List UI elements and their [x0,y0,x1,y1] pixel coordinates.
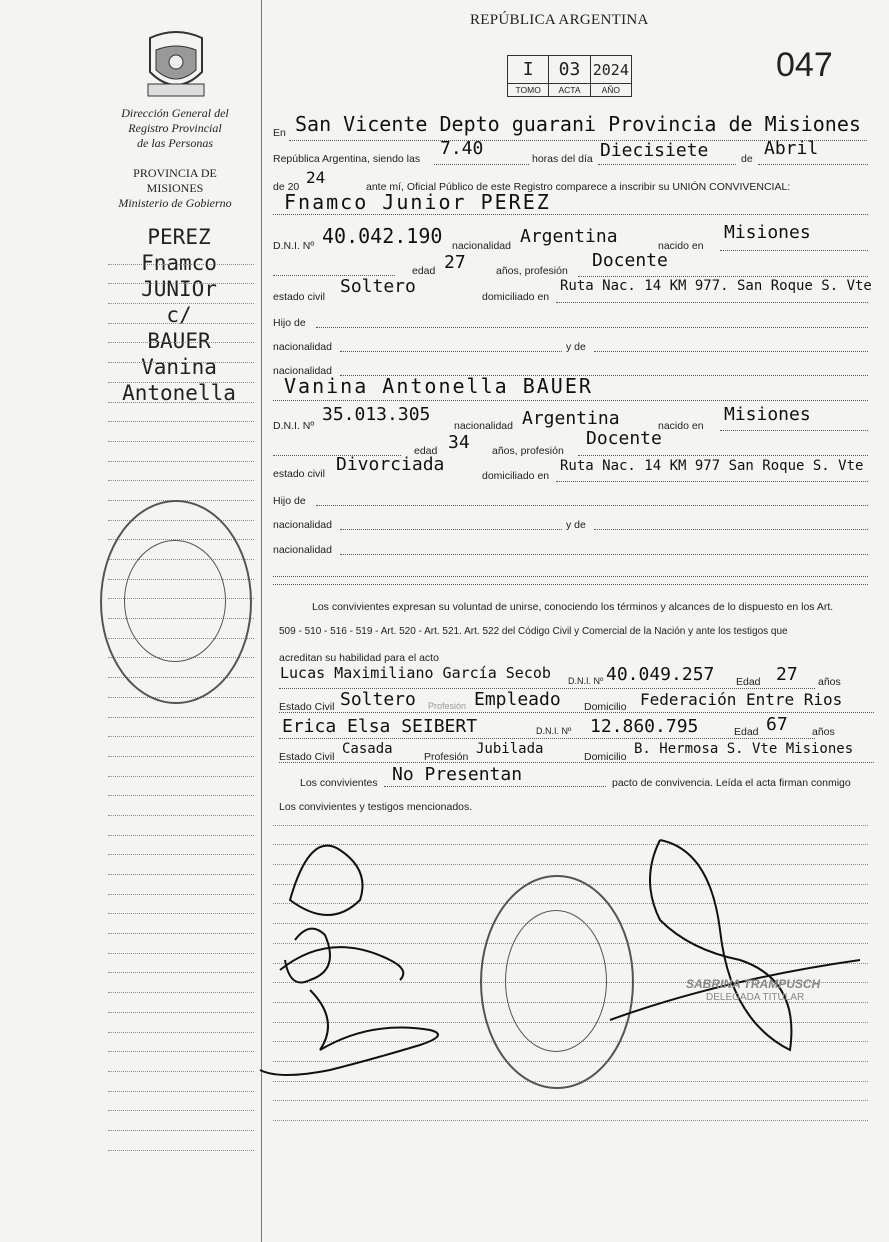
ruled-line [108,462,254,482]
margin-name: Vanina [141,355,217,379]
person2-parent-label: Hijo de [273,495,306,507]
coat-of-arms-logo [140,28,212,100]
convivientes-signatures [250,820,460,1090]
year-suffix: 24 [306,168,326,187]
witness1-civil: Soltero [340,689,416,710]
person1-birthplace-line [720,250,868,251]
ruled-line [108,284,254,304]
ruled-line [108,737,254,757]
witness2-address: B. Hermosa S. Vte Misiones [634,741,854,757]
person1-parent-label: Hijo de [273,317,306,329]
ruled-line [108,324,254,344]
person2-age-label: edad [414,445,438,457]
witness2-dni: 12.860.795 [590,716,699,737]
witness1-years-label: años [818,676,841,688]
witness1-profession: Empleado [474,689,561,710]
witness2-dni-label: D.N.I. Nº [536,726,572,736]
witness1-address-label: Domicilio [584,701,627,713]
person1-name-line [273,214,868,215]
witness1-name: Lucas Maximiliano García Secob [280,664,551,682]
intro-text: ante mí, Oficial Público de este Registro comparece a inscribir su UNIÓN CONVIVENCIAL: [366,181,791,193]
person2-civil: Divorciada [336,454,445,475]
acta-cell [549,56,590,96]
person2-dni-label: D.N.I. Nº [273,420,315,432]
ruled-line [108,343,254,363]
ruled-line [108,1052,254,1072]
person1-age-label: edad [412,265,436,277]
ruled-line [108,304,254,324]
witness2-profession-label: Profesión [424,751,469,763]
ruled-line [108,954,254,974]
witness1-profession-label: Profesión [428,701,467,711]
person1-nationality: Argentina [520,226,618,247]
person1-parent-line [316,327,868,328]
person2-name: Vanina Antonella BAUER [284,374,593,398]
witness2-profession: Jubilada [476,741,544,757]
person1-dni: 40.042.190 [322,224,443,248]
of-label: de [741,153,753,165]
ruled-line [108,1033,254,1053]
person2-profession-line [578,455,868,456]
person2-birthplace-line [720,430,868,431]
person1-parent-nat-line [340,351,562,352]
tomo-label: TOMO [515,85,541,95]
witness2-age-label: Edad [734,726,759,738]
witness2-years-label: años [812,726,835,738]
person1-parent-nat-label: nacionalidad [273,341,332,353]
person2-address-line [556,481,868,482]
person1-age: 27 [444,252,466,273]
office-line-2: Registro Provincial [128,121,222,135]
pact-value: No Presentan [392,764,523,785]
person2-parent-nat-line [340,529,562,530]
blank-line-1 [273,576,868,577]
person2-parent2-line [594,529,868,530]
office-line-3: de las Personas [137,136,213,150]
ruled-line [108,855,254,875]
year-prefix: de 20 [273,181,300,193]
person1-born-label: nacido en [658,240,704,252]
witness2-line-2 [279,762,874,763]
ruled-line [108,1013,254,1033]
witness2-civil-label: Estado Civil [279,751,335,763]
ruled-line [108,1111,254,1131]
witness1-address: Federación Entre Rios [640,690,843,709]
person1-dni-label: D.N.I. Nº [273,240,315,252]
person1-profession: Docente [592,250,668,271]
person1-address: Ruta Nac. 14 KM 977. San Roque S. Vte [560,278,872,294]
registry-stamp-right-inner [505,910,607,1052]
ruled-line [108,973,254,993]
ruled-line [108,757,254,777]
acta-value: 03 [549,56,589,84]
person2-parent-line [316,505,868,506]
legal-line-1: Los convivientes expresan su voluntad de unirse, conociendo los términos y alcances de lo dispuesto en los Art. [312,601,834,613]
person2-civil-label: estado civil [273,468,325,480]
republic-time-label: República Argentina, siendo las [273,153,421,165]
person1-civil: Soltero [340,276,416,297]
margin-name: BAUER [147,329,211,353]
pact-line [384,786,606,787]
witness1-age-label: Edad [736,676,761,688]
ruled-line [108,895,254,915]
month-value: Abril [764,138,819,159]
ruled-line [108,777,254,797]
person1-address-line [556,302,868,303]
person2-birthplace: Misiones [724,404,811,425]
legal-line-2: 509 - 510 - 516 - 519 - Art. 520 - Art. 521. Art. 522 del Código Civil y Comercial de la Nación y ante los testigos que [279,626,788,637]
closing-text: Los convivientes y testigos mencionados. [279,801,473,813]
tomo-value: I [508,56,548,84]
witness1-age: 27 [776,664,798,685]
person2-dni: 35.013.305 [322,404,431,425]
person2-born-label: nacido en [658,420,704,432]
ruled-line [108,442,254,462]
person2-parent2-nat-label: nacionalidad [273,544,332,556]
official-name: SABRINA TRAMPUSCH [686,977,821,991]
official-signature [600,820,860,1070]
witness1-civil-label: Estado Civil [279,701,335,713]
legal-line-3: acreditan su habilidad para el acto [279,652,439,664]
ruled-line [108,934,254,954]
margin-name: PEREZ [147,225,211,249]
person2-nationality-label: nacionalidad [454,420,513,432]
anio-cell [591,56,631,96]
person2-parent-nat-label: nacionalidad [273,519,332,531]
tomo-cell [508,56,549,96]
republic-heading: REPÚBLICA ARGENTINA [470,12,649,28]
person2-age: 34 [448,432,470,453]
witness2-civil: Casada [342,741,393,757]
margin-name: JUNIOr [141,277,217,301]
day-value: Diecisiete [600,140,709,161]
ruled-line [108,875,254,895]
person1-birthplace: Misiones [724,222,811,243]
ruled-line [273,1101,868,1121]
witness1-line-2 [279,712,874,713]
person2-name-line [273,400,868,401]
month-line [758,164,868,165]
office-line-1: Dirección General del [121,106,229,120]
pact-label: Los convivientes [300,777,378,789]
ruled-line [108,796,254,816]
margin-name: Antonella [122,381,236,405]
pact-text: pacto de convivencia. Leída el acta firman conmigo [612,777,851,789]
ruled-line [108,1092,254,1112]
person1-parent2-line [594,351,868,352]
person2-profession-label: años, profesión [492,445,564,457]
witness1-dni-label: D.N.I. Nº [568,676,604,686]
ruled-line [108,816,254,836]
person1-profession-line [578,276,868,277]
registry-stamp-left-inner [124,540,226,662]
hours-label: horas del día [532,153,593,165]
witness1-dni: 40.049.257 [606,664,715,685]
province-line-2: MISIONES [146,181,204,195]
official-role: DELEGADA TITULAR [706,992,805,1003]
day-line [598,164,736,165]
witness2-age: 67 [766,714,788,735]
person1-parent2-nat-label: nacionalidad [273,365,332,377]
person2-nationality: Argentina [522,408,620,429]
ruled-line [108,1131,254,1151]
person2-and-label: y de [566,519,586,531]
person2-address-label: domiciliado en [482,470,550,482]
ruled-line [108,363,254,383]
person2-parent2-nat-line [340,554,868,555]
witness2-address-label: Domicilio [584,751,627,763]
anio-label: AÑO [601,85,621,95]
anio-value: 2024 [591,56,631,84]
person2-address: Ruta Nac. 14 KM 977 San Roque S. Vte [560,458,864,474]
en-label: En [273,127,286,139]
margin-name: c/ [166,303,192,327]
person1-profession-label: años, profesión [496,265,568,277]
person1-name: Fnamco Junior PEREZ [284,190,551,214]
time-line [434,164,529,165]
person1-address-label: domiciliado en [482,291,550,303]
margin-name: Fnamco [141,251,217,275]
person1-and-label: y de [566,341,586,353]
person1-civil-label: estado civil [273,291,325,303]
ruled-line [108,993,254,1013]
place-value: San Vicente Depto guarani Provincia de Misiones [295,112,861,136]
ministry-line: Ministerio de Gobierno [118,196,232,210]
ruled-line [108,383,254,403]
witness2-line [279,738,815,739]
time-value: 7.40 [440,138,484,159]
office-heading [100,106,250,151]
ruled-line [108,836,254,856]
witness2-name: Erica Elsa SEIBERT [282,716,478,737]
ruled-line [108,245,254,265]
ruled-line [108,481,254,501]
ruled-line [108,718,254,738]
province-heading [100,166,250,211]
ruled-line [108,422,254,442]
acta-label: ACTA [558,85,581,95]
ruled-line [108,403,254,423]
ruled-line [108,1072,254,1092]
person2-profession: Docente [586,428,662,449]
registry-box [507,55,632,97]
province-line-1: PROVINCIA DE [133,166,217,180]
act-number: 047 [776,46,833,84]
ruled-line [108,265,254,285]
blank-line-2 [273,584,868,585]
ruled-line [108,914,254,934]
person1-nationality-label: nacionalidad [452,240,511,252]
